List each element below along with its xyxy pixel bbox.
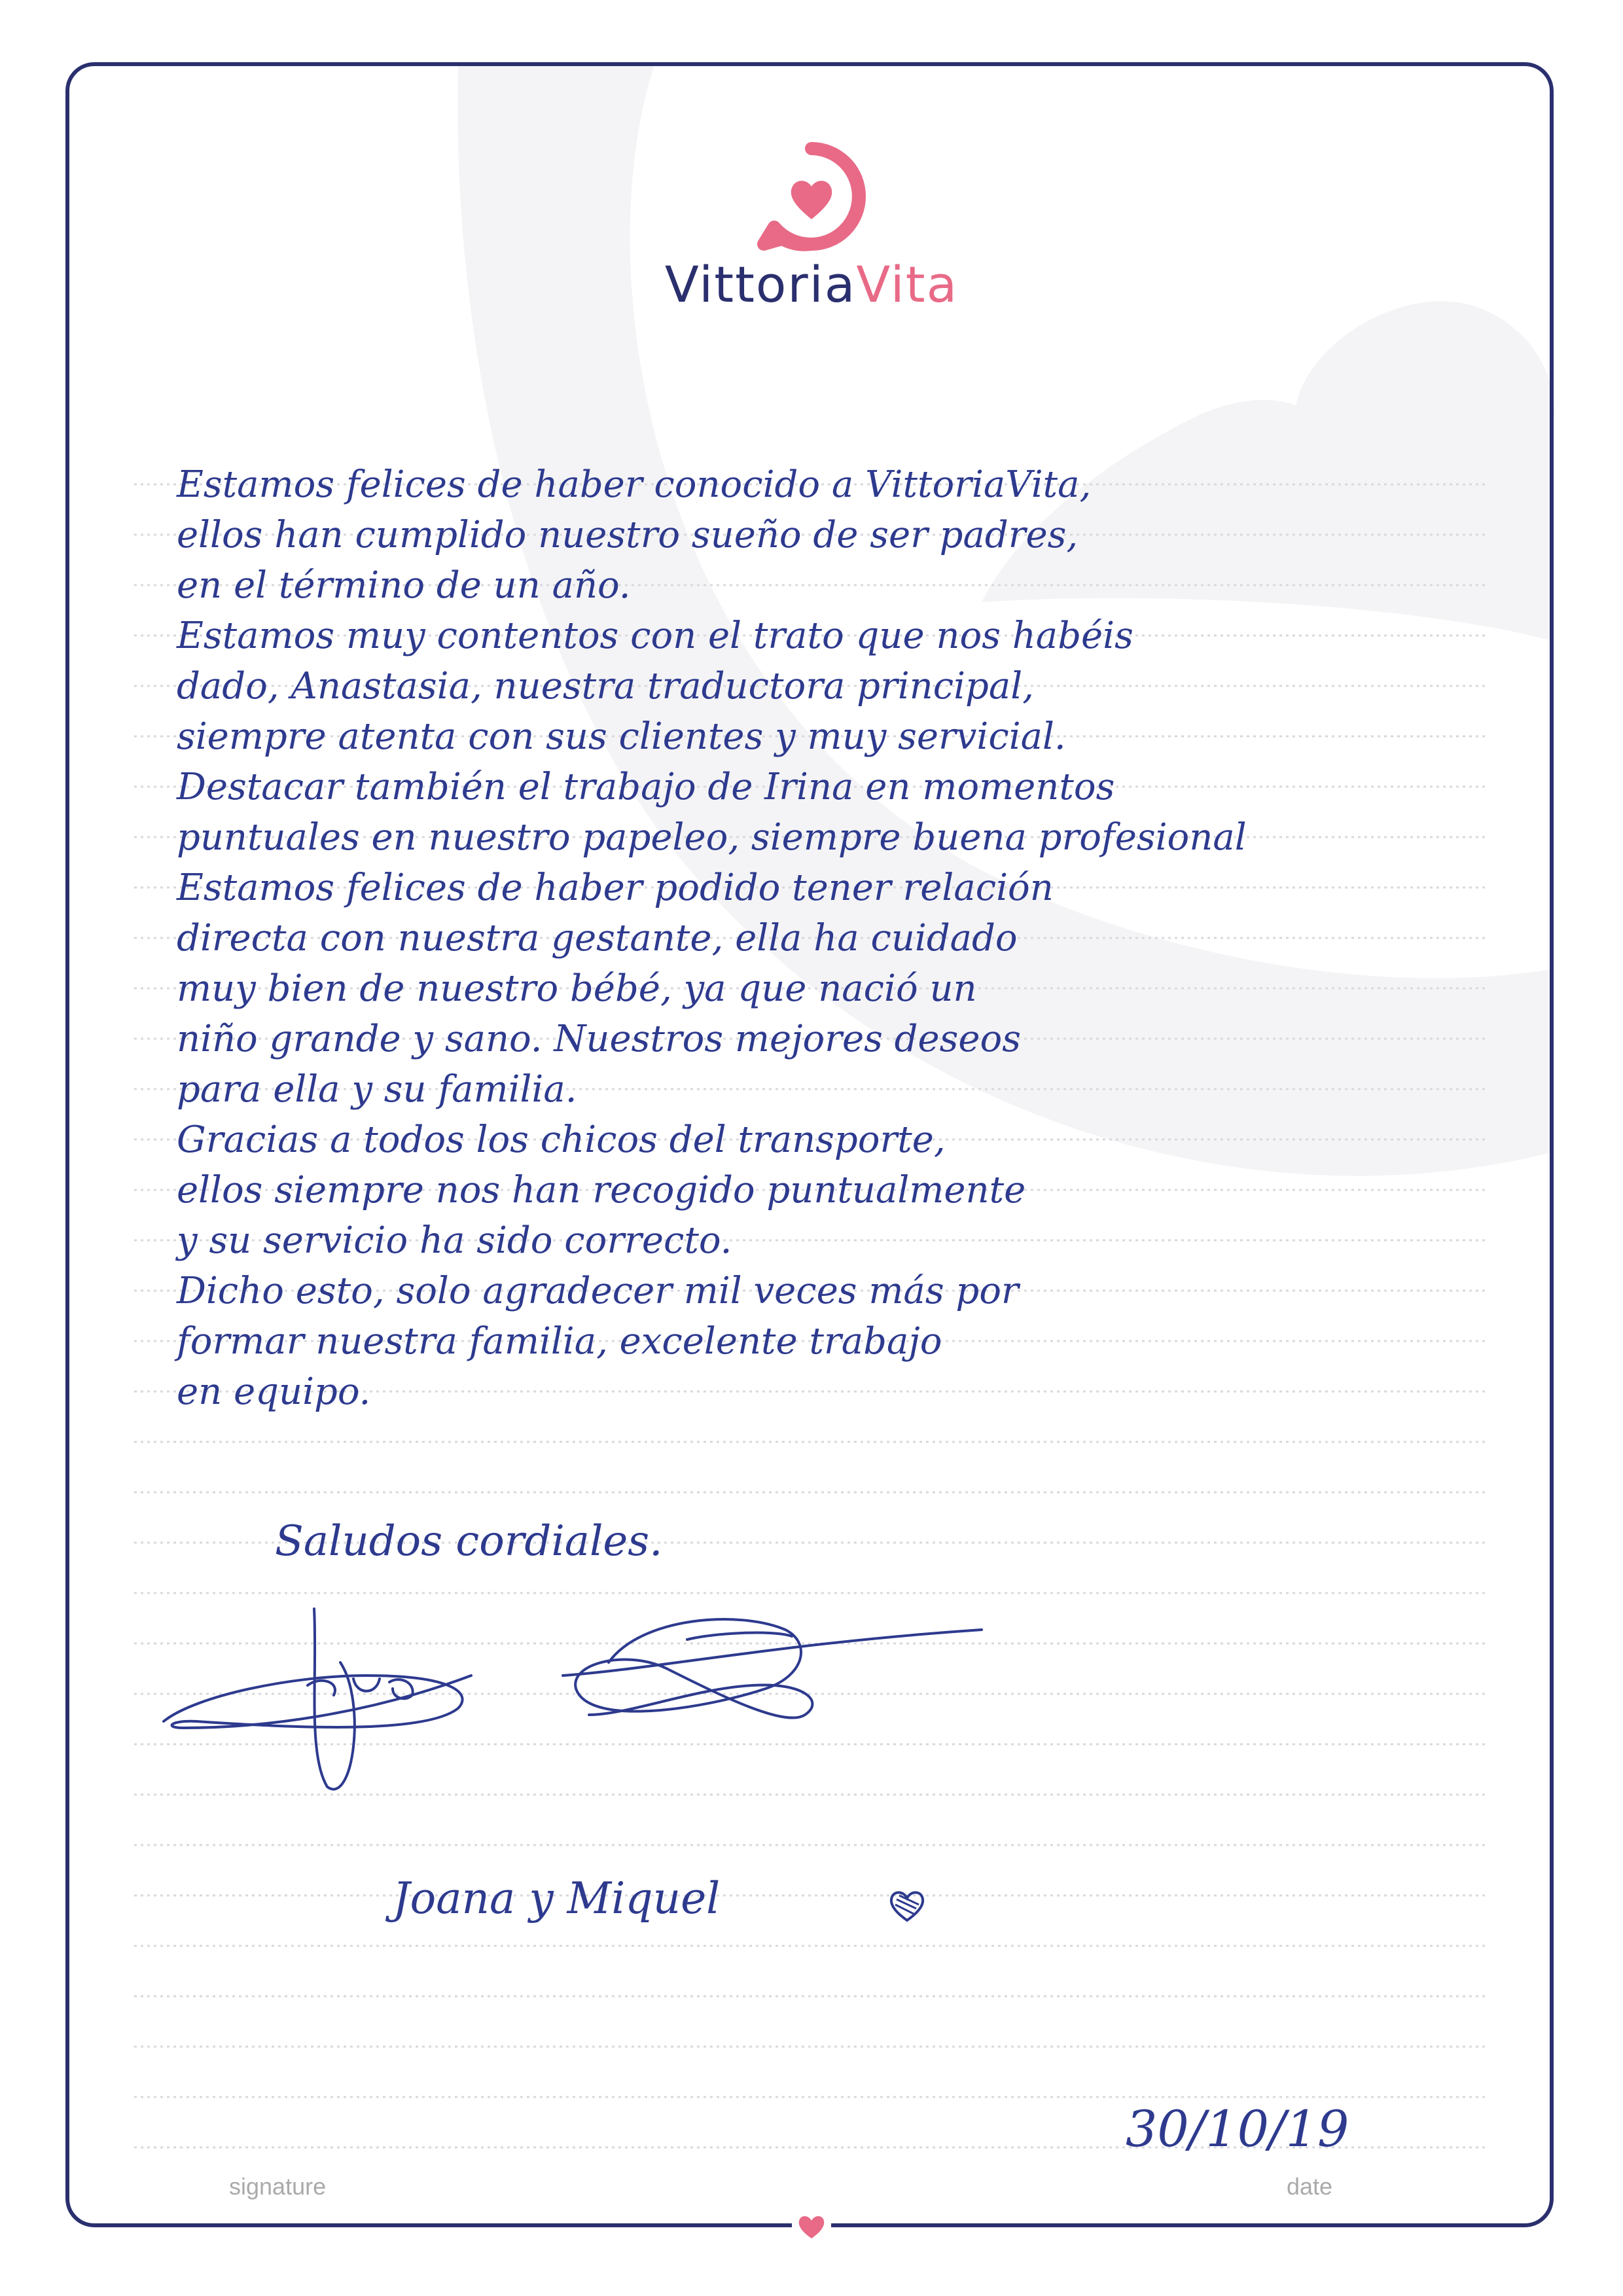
letter-line: directa con nuestra gestante, ella ha cuidado — [177, 917, 1018, 960]
letter-line: Estamos muy contentos con el trato que nos habéis — [177, 615, 1133, 657]
date-label: date — [1287, 2173, 1333, 2200]
letter-line: dado, Anastasia, nuestra traductora principal, — [177, 665, 1034, 708]
letter-line: niño grande y sano. Nuestros mejores deseos — [177, 1018, 1021, 1060]
signer-names: Joana y Miquel — [393, 1873, 721, 1924]
brand-name-part1: Vittoria — [664, 255, 857, 314]
letter-line: ellos han cumplido nuestro sueño de ser padres, — [177, 514, 1079, 556]
letter-line: Estamos felices de haber podido tener relación — [177, 867, 1054, 909]
letter-line: formar nuestra familia, excelente trabajo — [177, 1320, 942, 1363]
letter-line: en equipo. — [177, 1371, 371, 1413]
signature-label: signature — [229, 2173, 327, 2200]
bottom-heart-icon — [792, 2212, 831, 2245]
signature-joana — [164, 1609, 471, 1789]
closing-greeting: Saludos cordiales. — [275, 1517, 663, 1566]
signature-miquel — [563, 1619, 982, 1717]
letter-line: puntuales en nuestro papeleo, siempre buena profesional — [177, 816, 1247, 859]
letter-line: Estamos felices de haber conocido a VittoriaVita, — [177, 463, 1092, 506]
letter-line: ellos siempre nos han recogido puntualmente — [177, 1169, 1026, 1211]
heart-doodle-icon — [887, 1888, 927, 1924]
brand-name-part2: Vita — [856, 255, 959, 314]
letter-line: en el término de un año. — [177, 564, 631, 607]
letter-line: y su servicio ha sido correcto. — [177, 1219, 732, 1262]
letter-line: Dicho esto, solo agradecer mil veces más por — [177, 1270, 1019, 1312]
letter-line: para ella y su familia. — [177, 1068, 577, 1111]
letter-line: muy bien de nuestro bébé, ya que nació un — [177, 967, 977, 1010]
handwritten-date: 30/10/19 — [1126, 2100, 1349, 2158]
letter-line: Gracias a todos los chicos del transporte, — [177, 1119, 946, 1161]
letter-line: siempre atenta con sus clientes y muy servicial. — [177, 715, 1066, 758]
letter-line: Destacar también el trabajo de Irina en momentos — [177, 766, 1115, 808]
